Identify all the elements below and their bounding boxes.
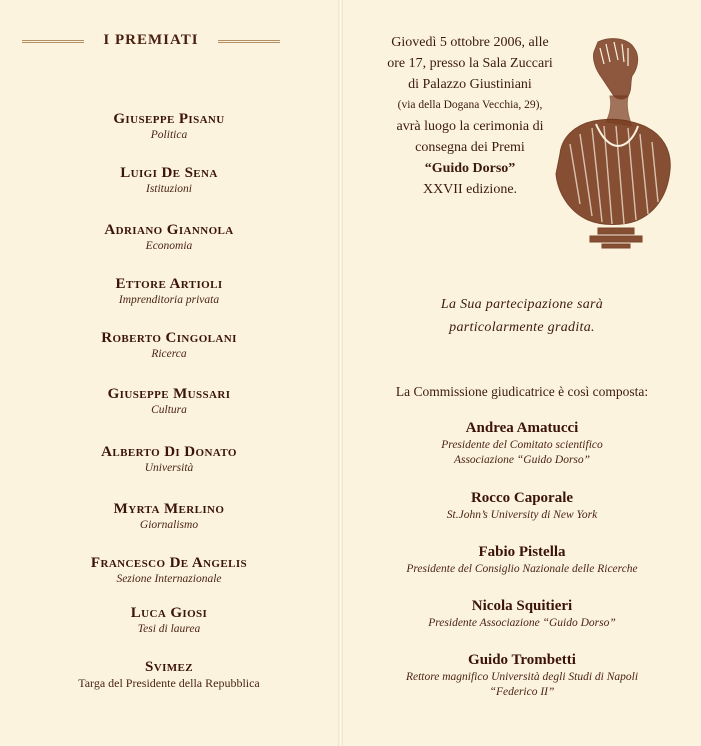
awardees-title: I PREMIATI	[103, 32, 199, 48]
member-name: Fabio Pistella	[478, 544, 566, 560]
portrait-bust-engraving-icon	[540, 34, 680, 250]
awardee-name: Svimez	[144, 659, 194, 675]
awardee-item	[0, 329, 338, 362]
intro-address: (via della Dogana Vecchia, 29),	[397, 99, 543, 111]
prize-name: “Guido Dorso”	[424, 161, 516, 176]
awardee-category: Tesi di laurea	[137, 623, 201, 635]
member-role: Rettore magnifico Università degli Studi di Napoli	[405, 671, 639, 683]
intro-line: di Palazzo Giustiniani	[408, 77, 532, 92]
awardee-category: Targa del Presidente della Repubblica	[78, 676, 260, 690]
left-panel	[0, 0, 338, 746]
awardee-category: Istituzioni	[145, 183, 192, 195]
member-name: Guido Trombetti	[468, 652, 576, 668]
participation-note	[343, 293, 701, 339]
commission-member	[343, 597, 701, 631]
awardee-name: Francesco De Angelis	[90, 555, 248, 571]
member-role: St.John’s University di New York	[446, 509, 598, 521]
awardee-name: Giuseppe Pisanu	[113, 111, 225, 127]
member-role: Presidente del Comitato scientifico	[441, 439, 603, 451]
awardee-name: Luca Giosi	[130, 605, 208, 621]
awardee-name: Ettore Artioli	[115, 276, 223, 292]
awardee-item	[0, 221, 338, 254]
intro-line: Giovedì 5 ottobre 2006, alle	[391, 35, 549, 50]
awardee-category: Cultura	[151, 404, 187, 416]
member-name: Nicola Squitieri	[471, 598, 573, 614]
awardee-name: Alberto Di Donato	[101, 444, 237, 460]
member-name: Andrea Amatucci	[465, 420, 579, 436]
awardee-name: Myrta Merlino	[113, 501, 225, 517]
member-role: “Federico II”	[489, 686, 555, 698]
member-role: Associazione “Guido Dorso”	[453, 454, 591, 466]
member-role: Presidente Associazione “Guido Dorso”	[428, 617, 616, 629]
commission-member	[343, 543, 701, 577]
awardee-item	[0, 443, 338, 476]
commission-intro: La Commissione giudicatrice è così composta:	[395, 384, 649, 399]
awardee-name: Roberto Cingolani	[101, 330, 237, 346]
awardee-item	[0, 604, 338, 637]
awardee-category: Sezione Internazionale	[116, 573, 222, 585]
awardee-category: Giornalismo	[139, 519, 199, 531]
member-role: Presidente del Consiglio Nazionale delle Ricerche	[406, 563, 638, 575]
awardee-category: Politica	[150, 129, 188, 141]
awardee-item	[0, 110, 338, 143]
commission-member	[343, 489, 701, 523]
participation-line: particolarmente gradita.	[449, 320, 595, 335]
edition: XXVII edizione.	[422, 182, 518, 197]
awardee-category: Imprenditoria privata	[118, 294, 220, 306]
intro-line: avrà luogo la cerimonia di	[396, 119, 544, 134]
awardee-name: Giuseppe Mussari	[107, 386, 231, 402]
awardees-header	[0, 26, 338, 56]
intro-line: consegna dei Premi	[415, 140, 525, 155]
awardee-item	[0, 164, 338, 197]
awardee-category: Ricerca	[151, 348, 187, 360]
awardee-item	[0, 385, 338, 418]
awardee-item	[0, 500, 338, 533]
awardee-name: Adriano Giannola	[104, 222, 234, 238]
awardee-category: Economia	[145, 240, 193, 252]
member-name: Rocco Caporale	[470, 490, 574, 506]
header-rule-left	[22, 40, 84, 43]
awardee-item	[0, 275, 338, 308]
intro-line: ore 17, presso la Sala Zuccari	[387, 56, 553, 71]
commission-member	[343, 419, 701, 468]
participation-line: La Sua partecipazione sarà	[440, 297, 604, 312]
header-rule-right	[218, 40, 280, 43]
awardee-category: Università	[144, 462, 194, 474]
awardee-name: Luigi De Sena	[120, 165, 218, 181]
commission-member	[343, 651, 701, 700]
awardee-item	[0, 658, 338, 691]
awardee-item	[0, 554, 338, 587]
